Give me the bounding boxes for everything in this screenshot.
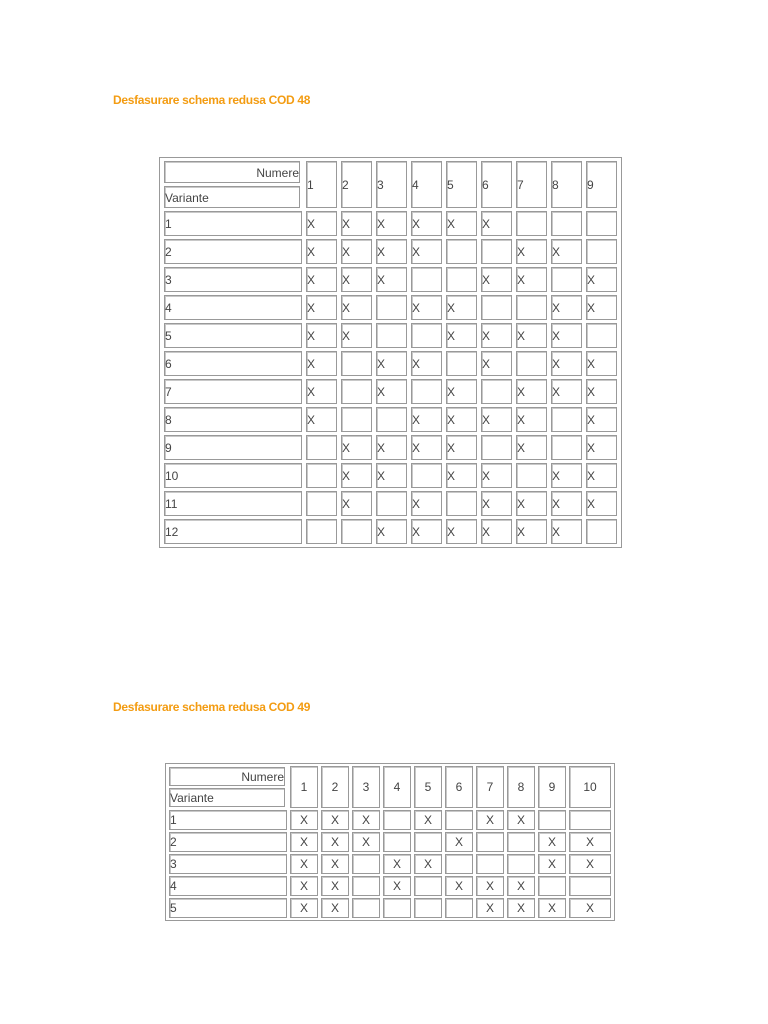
table-cell: X [551, 379, 582, 404]
table-cell: X [551, 295, 582, 320]
table-cell: X [516, 435, 547, 460]
table-cell [551, 267, 582, 292]
table-cell: X [586, 463, 617, 488]
table-cell: X [538, 898, 566, 918]
table-cell: X [306, 351, 337, 376]
table-cell: X [551, 463, 582, 488]
table-row [164, 295, 617, 320]
column-header-2: 2 [341, 161, 372, 208]
table-cell [446, 491, 477, 516]
table-cell: X [341, 239, 372, 264]
table-cell: X [321, 832, 349, 852]
table-cell [481, 435, 512, 460]
table-cell [551, 407, 582, 432]
table-cell: X [376, 519, 407, 544]
table-cell: X [586, 379, 617, 404]
table-cell [481, 239, 512, 264]
table-cell: X [376, 435, 407, 460]
table-cell [411, 323, 442, 348]
table-cell [476, 832, 504, 852]
table-cell: X [290, 832, 318, 852]
table-cell [445, 810, 473, 830]
table-cell: X [516, 323, 547, 348]
column-header-9: 9 [538, 766, 566, 808]
table-cell: X [376, 267, 407, 292]
header-variante: Variante [169, 788, 285, 807]
table-cell: X [569, 898, 611, 918]
table-cell: X [411, 211, 442, 236]
table-cell: X [551, 323, 582, 348]
table-cell: X [411, 295, 442, 320]
table-cell: X [551, 351, 582, 376]
header-variante: Variante [164, 186, 300, 208]
table-cell: X [446, 407, 477, 432]
table-cell [516, 211, 547, 236]
table-cell: X [321, 854, 349, 874]
header-numere: Numere [164, 161, 300, 183]
table-cell: X [411, 519, 442, 544]
corner-header [169, 766, 287, 808]
column-header-6: 6 [481, 161, 512, 208]
table-cell [411, 379, 442, 404]
table-cell: X [321, 810, 349, 830]
row-label: 1 [164, 211, 302, 236]
table-cell: X [507, 876, 535, 896]
table-cell: X [411, 351, 442, 376]
column-header-6: 6 [445, 766, 473, 808]
row-label: 2 [169, 832, 287, 852]
table-cell: X [507, 810, 535, 830]
table-cell: X [569, 832, 611, 852]
column-header-1: 1 [306, 161, 337, 208]
table-cell: X [446, 323, 477, 348]
table-cell [507, 832, 535, 852]
table-cell [516, 295, 547, 320]
table-cell: X [551, 519, 582, 544]
table-cell [445, 854, 473, 874]
table-row [164, 491, 617, 516]
table-cell: X [306, 379, 337, 404]
table-cell: X [341, 295, 372, 320]
table-cell: X [586, 407, 617, 432]
row-label: 5 [164, 323, 302, 348]
section-title-cod-49: Desfasurare schema redusa COD 49 [113, 700, 311, 714]
table-cell: X [376, 463, 407, 488]
table-cell: X [481, 351, 512, 376]
table-cell [341, 351, 372, 376]
table-cell [586, 323, 617, 348]
table-cell: X [551, 491, 582, 516]
table-cell [445, 898, 473, 918]
table-row [169, 898, 611, 918]
table-row [164, 463, 617, 488]
column-header-10: 10 [569, 766, 611, 808]
table-cell: X [481, 463, 512, 488]
table-cell: X [341, 323, 372, 348]
table-cell: X [383, 876, 411, 896]
table-row [164, 323, 617, 348]
row-label: 7 [164, 379, 302, 404]
table-cell [446, 239, 477, 264]
table-cell: X [445, 876, 473, 896]
row-label: 5 [169, 898, 287, 918]
table-cell [306, 491, 337, 516]
table-cell [341, 519, 372, 544]
table-cell [586, 211, 617, 236]
table-cell: X [446, 379, 477, 404]
table-cell: X [538, 854, 566, 874]
schema-table-cod-48 [159, 157, 622, 548]
table-cell [481, 379, 512, 404]
table-cell [569, 876, 611, 896]
table-cell: X [481, 519, 512, 544]
table-row [164, 407, 617, 432]
table-cell [586, 239, 617, 264]
table-cell: X [586, 491, 617, 516]
column-header-2: 2 [321, 766, 349, 808]
table-cell: X [481, 491, 512, 516]
table-cell: X [290, 898, 318, 918]
column-header-8: 8 [551, 161, 582, 208]
table-cell: X [446, 295, 477, 320]
table-cell [376, 491, 407, 516]
table-cell [569, 810, 611, 830]
table-cell [306, 435, 337, 460]
table-cell: X [306, 239, 337, 264]
table-cell: X [376, 379, 407, 404]
table-cell: X [376, 211, 407, 236]
row-label: 4 [164, 295, 302, 320]
table-cell [411, 267, 442, 292]
schema-table-cod-49 [165, 763, 615, 921]
table-cell [538, 876, 566, 896]
table-cell: X [586, 351, 617, 376]
table-cell: X [290, 876, 318, 896]
table-cell: X [306, 407, 337, 432]
table-cell [341, 379, 372, 404]
table-cell: X [481, 211, 512, 236]
table-cell: X [352, 810, 380, 830]
table-cell: X [446, 211, 477, 236]
table-cell: X [414, 810, 442, 830]
table-cell: X [446, 435, 477, 460]
column-header-7: 7 [476, 766, 504, 808]
column-header-1: 1 [290, 766, 318, 808]
table-row [164, 267, 617, 292]
table-cell: X [411, 491, 442, 516]
table-row [169, 854, 611, 874]
table-cell: X [290, 810, 318, 830]
column-header-9: 9 [586, 161, 617, 208]
table-cell: X [516, 407, 547, 432]
table-cell: X [551, 239, 582, 264]
column-header-8: 8 [507, 766, 535, 808]
table-cell [306, 519, 337, 544]
table-cell [411, 463, 442, 488]
table-cell: X [321, 898, 349, 918]
table-row [164, 239, 617, 264]
table-cell [551, 211, 582, 236]
table-cell [341, 407, 372, 432]
table-cell [414, 898, 442, 918]
table-cell: X [411, 239, 442, 264]
table-cell: X [376, 351, 407, 376]
row-label: 12 [164, 519, 302, 544]
table-cell: X [376, 239, 407, 264]
table-cell: X [481, 267, 512, 292]
table-cell: X [476, 810, 504, 830]
column-header-4: 4 [383, 766, 411, 808]
table-cell [376, 295, 407, 320]
table-cell [516, 463, 547, 488]
row-label: 10 [164, 463, 302, 488]
section-title-cod-48: Desfasurare schema redusa COD 48 [113, 93, 311, 107]
table-cell: X [586, 435, 617, 460]
table-cell: X [446, 463, 477, 488]
table-cell: X [306, 295, 337, 320]
table-cell [481, 295, 512, 320]
row-label: 3 [169, 854, 287, 874]
table-cell [383, 832, 411, 852]
column-header-7: 7 [516, 161, 547, 208]
table-row [169, 832, 611, 852]
table-cell: X [445, 832, 473, 852]
table-cell: X [352, 832, 380, 852]
table-cell: X [321, 876, 349, 896]
table-cell: X [538, 832, 566, 852]
row-label: 1 [169, 810, 287, 830]
table-cell: X [341, 491, 372, 516]
column-header-5: 5 [446, 161, 477, 208]
table-cell [383, 898, 411, 918]
table-cell: X [476, 898, 504, 918]
table-row [169, 810, 611, 830]
table-cell: X [306, 323, 337, 348]
table-cell [586, 519, 617, 544]
table-cell: X [341, 211, 372, 236]
table-cell: X [507, 898, 535, 918]
row-label: 4 [169, 876, 287, 896]
header-row [169, 766, 611, 808]
table-cell: X [383, 854, 411, 874]
table-cell: X [446, 519, 477, 544]
table-cell [414, 832, 442, 852]
table-cell: X [411, 435, 442, 460]
row-label: 6 [164, 351, 302, 376]
table-cell [446, 351, 477, 376]
table-cell [352, 898, 380, 918]
table-cell [446, 267, 477, 292]
table-cell [551, 435, 582, 460]
table-cell: X [306, 211, 337, 236]
table-cell: X [516, 379, 547, 404]
header-numere: Numere [169, 767, 285, 786]
table-row [164, 435, 617, 460]
table-cell: X [290, 854, 318, 874]
column-header-3: 3 [352, 766, 380, 808]
table-cell: X [569, 854, 611, 874]
row-label: 3 [164, 267, 302, 292]
table-cell: X [481, 407, 512, 432]
header-row [164, 161, 617, 208]
table-row [164, 211, 617, 236]
table-cell [414, 876, 442, 896]
corner-header [164, 161, 302, 208]
table-cell [376, 323, 407, 348]
table-cell: X [341, 435, 372, 460]
table-cell [538, 810, 566, 830]
row-label: 9 [164, 435, 302, 460]
table-row [169, 876, 611, 896]
table-cell: X [586, 267, 617, 292]
table-cell [516, 351, 547, 376]
table-cell [507, 854, 535, 874]
table-cell [352, 876, 380, 896]
table-cell: X [476, 876, 504, 896]
table-row [164, 351, 617, 376]
table-cell: X [516, 239, 547, 264]
table-cell [476, 854, 504, 874]
table-row [164, 379, 617, 404]
table-cell: X [481, 323, 512, 348]
table-row [164, 519, 617, 544]
row-label: 11 [164, 491, 302, 516]
row-label: 2 [164, 239, 302, 264]
table-cell: X [411, 407, 442, 432]
column-header-5: 5 [414, 766, 442, 808]
table-cell: X [516, 491, 547, 516]
table-cell: X [586, 295, 617, 320]
table-cell: X [341, 463, 372, 488]
table-cell: X [306, 267, 337, 292]
table-cell: X [341, 267, 372, 292]
table-cell [376, 407, 407, 432]
column-header-3: 3 [376, 161, 407, 208]
table-cell: X [516, 267, 547, 292]
table-cell [306, 463, 337, 488]
table-cell: X [516, 519, 547, 544]
table-cell [352, 854, 380, 874]
column-header-4: 4 [411, 161, 442, 208]
table-cell [383, 810, 411, 830]
row-label: 8 [164, 407, 302, 432]
table-cell: X [414, 854, 442, 874]
